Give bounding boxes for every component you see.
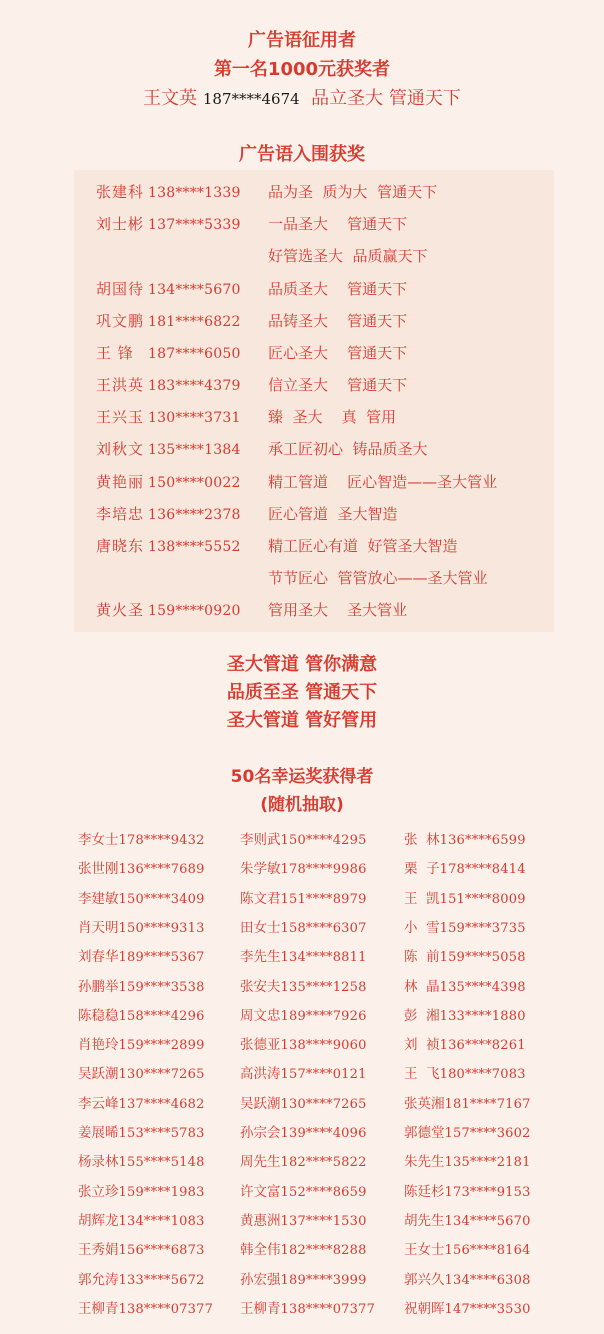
lucky-winner <box>404 945 526 965</box>
lucky-phone: 159****2899 <box>118 1038 205 1053</box>
lucky-phone: 159****3538 <box>118 980 205 995</box>
lucky-winner <box>240 975 367 995</box>
lucky-name: 吴跃潮 <box>78 1066 119 1082</box>
finalist-slogan: 节节匠心 管管放心——圣大管业 <box>268 569 488 587</box>
lucky-name: 陈稳稳 <box>78 1008 119 1024</box>
first-prize-winner <box>0 84 604 110</box>
lucky-phone: 135****4398 <box>439 980 526 995</box>
finalist-row <box>96 471 497 495</box>
lucky-name: 姜展晞 <box>78 1125 119 1141</box>
lucky-winner <box>78 887 205 907</box>
lucky-winner <box>404 1297 531 1317</box>
finalist-slogan: 臻 圣大 真 管用 <box>268 408 397 426</box>
lucky-winner <box>404 1268 531 1288</box>
lucky-row <box>78 1033 578 1055</box>
lucky-phone: 135****1258 <box>280 980 367 995</box>
slogan-line: 品质至圣 管通天下 <box>226 682 378 703</box>
finalist-slogan: 好管选圣大 品质赢天下 <box>268 247 428 265</box>
lucky-phone: 136****8261 <box>439 1038 526 1053</box>
lucky-title: 50名幸运奖获得者 <box>230 767 374 787</box>
finalist-phone: 159****0920 <box>148 603 241 619</box>
lucky-name: 小 雪 <box>404 920 440 936</box>
winner-slogan: 品立圣大 管通天下 <box>311 88 461 109</box>
lucky-name: 王柳青 <box>240 1301 281 1317</box>
lucky-phone: 134****1083 <box>118 1214 205 1229</box>
lucky-name: 张安夫 <box>240 979 281 995</box>
lucky-name: 林 晶 <box>404 979 440 995</box>
lucky-row <box>78 1062 578 1084</box>
lucky-name: 刘 祯 <box>404 1037 440 1053</box>
lucky-name: 田女士 <box>240 920 281 936</box>
lucky-name: 郭允涛 <box>78 1272 119 1288</box>
finalist-name: 巩文鹏 <box>96 312 145 330</box>
lucky-phone: 134****8811 <box>280 950 367 965</box>
lucky-phone: 173****9153 <box>444 1185 531 1200</box>
lucky-phone: 159****1983 <box>118 1185 205 1200</box>
lucky-subtitle: (随机抽取) <box>260 795 344 815</box>
lucky-name: 彭 湘 <box>404 1008 440 1024</box>
finalist-row <box>96 374 407 398</box>
winner-name: 王文英 <box>143 88 198 109</box>
finalist-name: 李培忠 <box>96 505 145 523</box>
lucky-phone: 181****7167 <box>444 1097 531 1112</box>
lucky-winner <box>78 1180 205 1200</box>
finalist-name: 刘秋文 <box>96 440 145 458</box>
finalist-row <box>96 278 407 302</box>
lucky-winner <box>404 1180 531 1200</box>
lucky-winner <box>240 857 367 877</box>
lucky-winner <box>78 1150 205 1170</box>
lucky-row <box>78 887 578 909</box>
lucky-phone: 189****3999 <box>280 1273 367 1288</box>
lucky-winner <box>404 1121 531 1141</box>
lucky-winner <box>240 1004 367 1024</box>
lucky-phone: 189****5367 <box>118 950 205 965</box>
lucky-phone: 134****6308 <box>444 1273 531 1288</box>
lucky-name: 黄惠洲 <box>240 1213 281 1229</box>
lucky-phone: 156****6873 <box>118 1243 205 1258</box>
lucky-phone: 150****4295 <box>280 833 367 848</box>
finalist-row <box>96 438 428 462</box>
lucky-name: 张立珍 <box>78 1184 119 1200</box>
lucky-name: 王秀娟 <box>78 1242 119 1258</box>
lucky-phone: 158****4296 <box>118 1009 205 1024</box>
lucky-name: 李建敏 <box>78 891 119 907</box>
lucky-phone: 152****8659 <box>280 1185 367 1200</box>
lucky-winner <box>78 1268 205 1288</box>
lucky-name: 周先生 <box>240 1154 281 1170</box>
lucky-name: 张英湘 <box>404 1096 445 1112</box>
finalist-phone: 187****6050 <box>148 346 241 362</box>
lucky-phone: 156****8164 <box>444 1243 531 1258</box>
lucky-phone: 157****0121 <box>280 1067 367 1082</box>
lucky-phone: 150****3409 <box>118 892 205 907</box>
lucky-phone: 133****1880 <box>439 1009 526 1024</box>
lucky-winner <box>404 1033 526 1053</box>
finalist-name: 胡国待 <box>96 280 145 298</box>
finalist-name: 王 锋 <box>96 344 134 362</box>
finalist-row <box>96 310 407 334</box>
lucky-winner <box>240 1150 367 1170</box>
lucky-phone: 136****6599 <box>439 833 526 848</box>
finalist-phone: 183****4379 <box>148 378 241 394</box>
lucky-phone: 153****5783 <box>118 1126 205 1141</box>
lucky-winner <box>78 945 205 965</box>
finalist-name: 张建科 <box>96 183 145 201</box>
lucky-phone: 158****6307 <box>280 921 367 936</box>
lucky-phone: 178****9432 <box>118 833 205 848</box>
lucky-row <box>78 1297 578 1319</box>
lucky-winner <box>404 1238 531 1258</box>
finalist-phone: 138****1339 <box>148 185 241 201</box>
lucky-phone: 159****5058 <box>439 950 526 965</box>
lucky-name: 张德亚 <box>240 1037 281 1053</box>
finalist-name: 王洪英 <box>96 376 145 394</box>
lucky-phone: 138****07377 <box>280 1302 376 1317</box>
lucky-name: 陈文君 <box>240 891 281 907</box>
finalist-name: 黄艳丽 <box>96 473 145 491</box>
lucky-winner <box>240 1180 367 1200</box>
lucky-phone: 130****7265 <box>280 1097 367 1112</box>
lucky-phone: 189****7926 <box>280 1009 367 1024</box>
lucky-name: 陈廷杉 <box>404 1184 445 1200</box>
lucky-name: 肖艳玲 <box>78 1037 119 1053</box>
lucky-name: 李先生 <box>240 949 281 965</box>
lucky-row <box>78 857 578 879</box>
finalist-phone: 181****6822 <box>148 314 241 330</box>
lucky-winner <box>78 1238 205 1258</box>
finalist-phone: 138****5552 <box>148 539 241 555</box>
lucky-winner <box>240 1092 367 1112</box>
lucky-name: 李云峰 <box>78 1096 119 1112</box>
lucky-winner <box>404 887 526 907</box>
lucky-name: 张 林 <box>404 832 440 848</box>
lucky-name: 郭兴久 <box>404 1272 445 1288</box>
lucky-winner <box>240 1209 367 1229</box>
lucky-winner <box>404 975 526 995</box>
slogan-line: 圣大管道 管好管用 <box>226 710 378 731</box>
lucky-phone: 180****7083 <box>439 1067 526 1082</box>
lucky-winner <box>404 1092 531 1112</box>
lucky-name: 高洪涛 <box>240 1066 281 1082</box>
lucky-winner <box>240 1238 367 1258</box>
lucky-name: 孙鹏举 <box>78 979 119 995</box>
lucky-name: 杨录林 <box>78 1154 119 1170</box>
lucky-name: 李则武 <box>240 832 281 848</box>
lucky-name: 陈 前 <box>404 949 440 965</box>
finalist-row <box>96 567 488 591</box>
finalist-slogan: 匠心圣大 管通天下 <box>268 344 408 362</box>
lucky-winner <box>404 1004 526 1024</box>
finalist-phone: 137****5339 <box>148 217 241 233</box>
lucky-name: 胡辉龙 <box>78 1213 119 1229</box>
lucky-winner <box>240 1062 367 1082</box>
lucky-name: 朱先生 <box>404 1154 445 1170</box>
lucky-winner <box>240 945 367 965</box>
finalist-phone: 150****0022 <box>148 475 241 491</box>
lucky-phone: 182****8288 <box>280 1243 367 1258</box>
finalist-slogan: 承工匠初心 铸品质圣大 <box>268 440 428 458</box>
finalist-slogan: 精工匠心有道 好管圣大智造 <box>268 537 458 555</box>
lucky-row <box>78 916 578 938</box>
lucky-winner <box>240 1033 367 1053</box>
lucky-winner <box>404 1150 531 1170</box>
lucky-phone: 138****9060 <box>280 1038 367 1053</box>
lucky-winner <box>78 1092 205 1112</box>
lucky-winner <box>404 828 526 848</box>
lucky-winner <box>78 1033 205 1053</box>
lucky-phone: 151****8979 <box>280 892 367 907</box>
finalist-slogan: 管用圣大 圣大管业 <box>268 601 408 619</box>
lucky-winner <box>78 1062 205 1082</box>
finalist-slogan: 精工管道 匠心智造——圣大管业 <box>268 473 498 491</box>
finalist-row <box>96 406 396 430</box>
lucky-winner <box>240 916 367 936</box>
lucky-winner <box>78 1297 213 1317</box>
lucky-name: 肖天明 <box>78 920 119 936</box>
lucky-winner <box>78 828 205 848</box>
finalist-slogan: 品质圣大 管通天下 <box>268 280 408 298</box>
lucky-winner <box>404 1062 526 1082</box>
lucky-name: 祝朝晖 <box>404 1301 445 1317</box>
lucky-name: 王 飞 <box>404 1066 440 1082</box>
finalist-slogan: 信立圣大 管通天下 <box>268 376 408 394</box>
lucky-phone: 178****8414 <box>439 862 526 877</box>
finalist-name: 黄火圣 <box>96 601 145 619</box>
finalist-phone: 130****3731 <box>148 410 241 426</box>
lucky-phone: 138****07377 <box>118 1302 214 1317</box>
lucky-winner <box>78 857 205 877</box>
lucky-row <box>78 1150 578 1172</box>
lucky-name: 李女士 <box>78 832 119 848</box>
lucky-name: 郭德堂 <box>404 1125 445 1141</box>
finalist-name: 王兴玉 <box>96 408 145 426</box>
lucky-name: 刘春华 <box>78 949 119 965</box>
lucky-winner <box>78 916 205 936</box>
finalist-slogan: 品铸圣大 管通天下 <box>268 312 408 330</box>
lucky-winner <box>240 887 367 907</box>
lucky-row <box>78 1238 578 1260</box>
finalist-slogan: 匠心管道 圣大智造 <box>268 505 398 523</box>
finalist-row <box>96 213 407 237</box>
lucky-row <box>78 1092 578 1114</box>
lucky-phone: 155****5148 <box>118 1155 205 1170</box>
first-prize-title: 第一名1000元获奖者 <box>213 59 391 80</box>
lucky-name: 王 凯 <box>404 891 440 907</box>
lucky-row <box>78 975 578 997</box>
lucky-phone: 150****9313 <box>118 921 205 936</box>
lucky-row <box>78 1209 578 1231</box>
lucky-name: 孙宏强 <box>240 1272 281 1288</box>
finalist-slogan: 一品圣大 管通天下 <box>268 215 408 233</box>
finalist-phone: 134****5670 <box>148 282 241 298</box>
finalists-panel <box>74 170 554 632</box>
lucky-name: 王柳青 <box>78 1301 119 1317</box>
lucky-phone: 147****3530 <box>444 1302 531 1317</box>
lucky-name: 许文富 <box>240 1184 281 1200</box>
lucky-phone: 178****9986 <box>280 862 367 877</box>
lucky-phone: 130****7265 <box>118 1067 205 1082</box>
lucky-winner <box>78 1209 205 1229</box>
lucky-name: 胡先生 <box>404 1213 445 1229</box>
finalist-slogan: 品为圣 质为大 管通天下 <box>268 183 438 201</box>
lucky-phone: 159****3735 <box>439 921 526 936</box>
lucky-phone: 135****2181 <box>444 1155 531 1170</box>
lucky-name: 吴跃潮 <box>240 1096 281 1112</box>
lucky-winner <box>240 1121 367 1141</box>
slogan-line: 圣大管道 管你满意 <box>226 654 378 675</box>
finalist-phone: 136****2378 <box>148 507 241 523</box>
lucky-row <box>78 1268 578 1290</box>
lucky-name: 周文忠 <box>240 1008 281 1024</box>
winner-phone: 187****4674 <box>202 90 300 108</box>
lucky-row <box>78 828 578 850</box>
lucky-winner <box>78 1121 205 1141</box>
lucky-winner <box>404 916 526 936</box>
lucky-phone: 151****8009 <box>439 892 526 907</box>
finalist-name: 唐晓东 <box>96 537 145 555</box>
lucky-phone: 136****7689 <box>118 862 205 877</box>
lucky-name: 孙宗会 <box>240 1125 281 1141</box>
lucky-name: 张世刚 <box>78 861 119 877</box>
lucky-row <box>78 1004 578 1026</box>
lucky-name: 朱学敏 <box>240 861 281 877</box>
lucky-row <box>78 1121 578 1143</box>
lucky-winner <box>240 828 367 848</box>
finalist-row <box>96 342 407 366</box>
finalist-row <box>96 599 407 623</box>
lucky-winner <box>240 1297 375 1317</box>
finalist-row <box>96 245 428 269</box>
lucky-name: 韩全伟 <box>240 1242 281 1258</box>
lucky-name: 王女士 <box>404 1242 445 1258</box>
lucky-phone: 139****4096 <box>280 1126 367 1141</box>
finalist-name: 刘士彬 <box>96 215 145 233</box>
finalist-phone: 135****1384 <box>148 442 241 458</box>
finalist-row <box>96 535 458 559</box>
lucky-phone: 137****1530 <box>280 1214 367 1229</box>
lucky-row <box>78 1180 578 1202</box>
lucky-name: 栗 子 <box>404 861 440 877</box>
finalist-row <box>96 181 437 205</box>
lucky-winner <box>78 1004 205 1024</box>
finalist-row <box>96 503 398 527</box>
lucky-winner <box>240 1268 367 1288</box>
lucky-winner <box>404 857 526 877</box>
finalists-title: 广告语入围获奖 <box>239 144 365 165</box>
lucky-phone: 137****4682 <box>118 1097 205 1112</box>
lucky-row <box>78 945 578 967</box>
page-title: 广告语征用者 <box>248 30 356 51</box>
lucky-phone: 182****5822 <box>280 1155 367 1170</box>
lucky-phone: 157****3602 <box>444 1126 531 1141</box>
lucky-winner <box>404 1209 531 1229</box>
lucky-phone: 134****5670 <box>444 1214 531 1229</box>
lucky-winner <box>78 975 205 995</box>
lucky-phone: 133****5672 <box>118 1273 205 1288</box>
